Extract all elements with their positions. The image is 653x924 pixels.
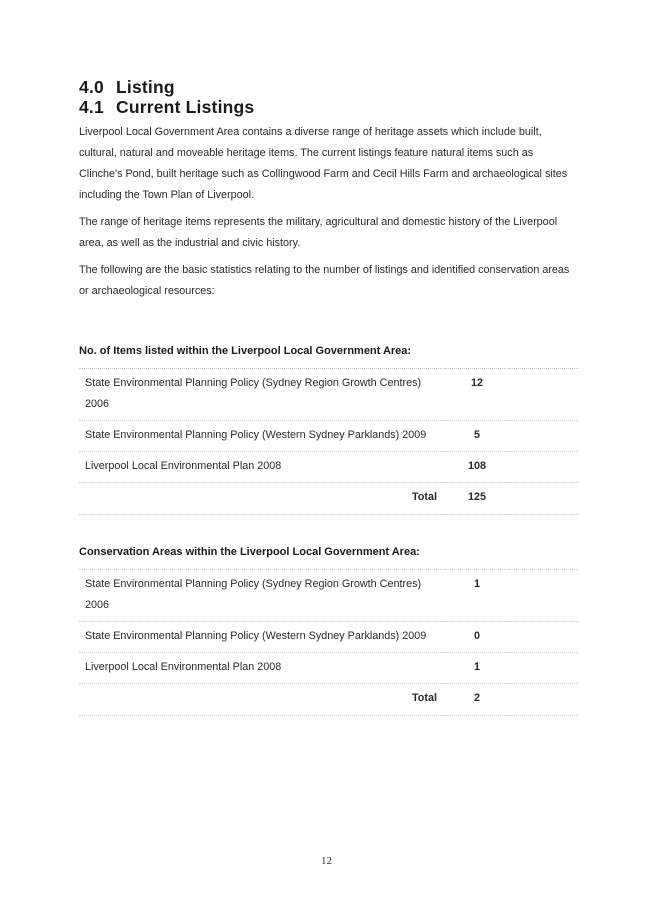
conservation-table-heading: Conservation Areas within the Liverpool Local Government Area: xyxy=(79,546,420,558)
total-value: 125 xyxy=(445,483,509,515)
total-row xyxy=(79,684,579,716)
row-value: 1 xyxy=(445,570,509,622)
subsection-number: 4.1 xyxy=(79,97,104,117)
table-row xyxy=(79,421,579,452)
row-value: 5 xyxy=(445,421,509,452)
row-value: 12 xyxy=(445,369,509,421)
row-value: 108 xyxy=(445,452,509,483)
table-row xyxy=(79,452,579,483)
table-row xyxy=(79,369,579,421)
conservation-table xyxy=(79,569,579,716)
table-row xyxy=(79,653,579,684)
subsection-heading xyxy=(79,97,573,117)
row-label: State Environmental Planning Policy (Western Sydney Parklands) 2009 xyxy=(79,421,445,452)
section-title: Listing xyxy=(116,77,175,97)
total-label: Total xyxy=(79,483,445,515)
row-value: 1 xyxy=(445,653,509,684)
total-row xyxy=(79,483,579,515)
row-label: Liverpool Local Environmental Plan 2008 xyxy=(79,452,445,483)
subsection-title: Current Listings xyxy=(116,97,255,117)
row-label: Liverpool Local Environmental Plan 2008 xyxy=(79,653,445,684)
document-page xyxy=(79,77,573,716)
section-heading xyxy=(79,77,573,97)
row-label: State Environmental Planning Policy (Western Sydney Parklands) 2009 xyxy=(79,622,445,653)
paragraph: The range of heritage items represents the military, agricultural and domestic history of the Liverpool area, as well as the industrial and civic history. xyxy=(79,216,558,249)
row-label: State Environmental Planning Policy (Sydney Region Growth Centres) 2006 xyxy=(79,369,445,421)
items-table xyxy=(79,368,579,515)
total-label: Total xyxy=(79,684,445,716)
items-table-heading: No. of Items listed within the Liverpool Local Government Area: xyxy=(79,345,412,357)
row-label: State Environmental Planning Policy (Sydney Region Growth Centres) 2006 xyxy=(79,570,445,622)
paragraph: Liverpool Local Government Area contains a diverse range of heritage assets which include built, cultural, natural and moveable heritage items. The current listings feature natural items such as Clinche's Pond, built heritage such as Collingwood Farm and Cecil Hills Farm and archaeological sites including the Town Plan of Liverpool. xyxy=(79,126,568,201)
row-value: 0 xyxy=(445,622,509,653)
page-number: 12 xyxy=(321,855,332,867)
section-number: 4.0 xyxy=(79,77,104,97)
total-value: 2 xyxy=(445,684,509,716)
table-row xyxy=(79,570,579,622)
paragraph: The following are the basic statistics relating to the number of listings and identified conservation areas or archaeological resources: xyxy=(79,264,570,297)
table-row xyxy=(79,622,579,653)
